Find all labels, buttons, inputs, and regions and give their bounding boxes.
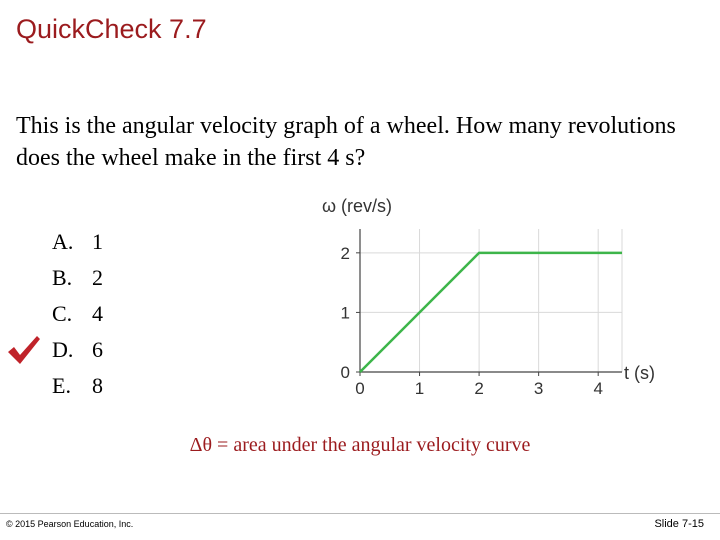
tick-labels [341,244,603,398]
copyright: © 2015 Pearson Education, Inc. [6,519,134,529]
choice-value: 8 [92,373,103,398]
question-text: This is the angular velocity graph of a wheel. How many revolutions does the wheel make in the first 4 s? [16,113,676,171]
y-tick-label: 2 [340,243,350,263]
choice-d [52,332,103,368]
choice-e [52,368,103,404]
axes [356,229,622,376]
choice-letter: B. [52,265,73,290]
choice-b [52,260,103,296]
y-axis-label: ω (rev/s) [322,196,393,216]
checkmark-icon [6,334,42,366]
angular-velocity-graph [318,192,678,414]
grid [360,229,622,372]
choice-value: 2 [92,265,103,290]
x-tick-label: 0 [355,379,365,398]
x-tick-label: 2 [474,379,484,398]
choice-letter: D. [52,337,74,362]
x-tick-label: 3 [533,379,544,398]
footer-divider [0,513,720,514]
choice-c [52,296,103,332]
x-tick-label: 4 [593,379,603,398]
answer-choices [52,224,103,404]
choice-letter: A. [52,229,74,254]
choice-letter: E. [52,373,71,398]
x-tick-label: 1 [414,379,425,398]
slide-number: Slide 7-15 [654,518,704,530]
choice-a [52,224,103,260]
choice-value: 1 [92,229,103,254]
y-tick-label: 0 [340,363,350,382]
choice-letter: C. [52,301,73,326]
x-axis-label: t (s) [624,363,655,383]
choice-value: 4 [92,301,103,326]
y-tick-label: 1 [340,303,350,323]
slide-title: QuickCheck 7.7 [16,14,207,44]
caption: Δθ = area under the angular velocity curve [189,434,531,456]
choice-value: 6 [92,337,103,362]
